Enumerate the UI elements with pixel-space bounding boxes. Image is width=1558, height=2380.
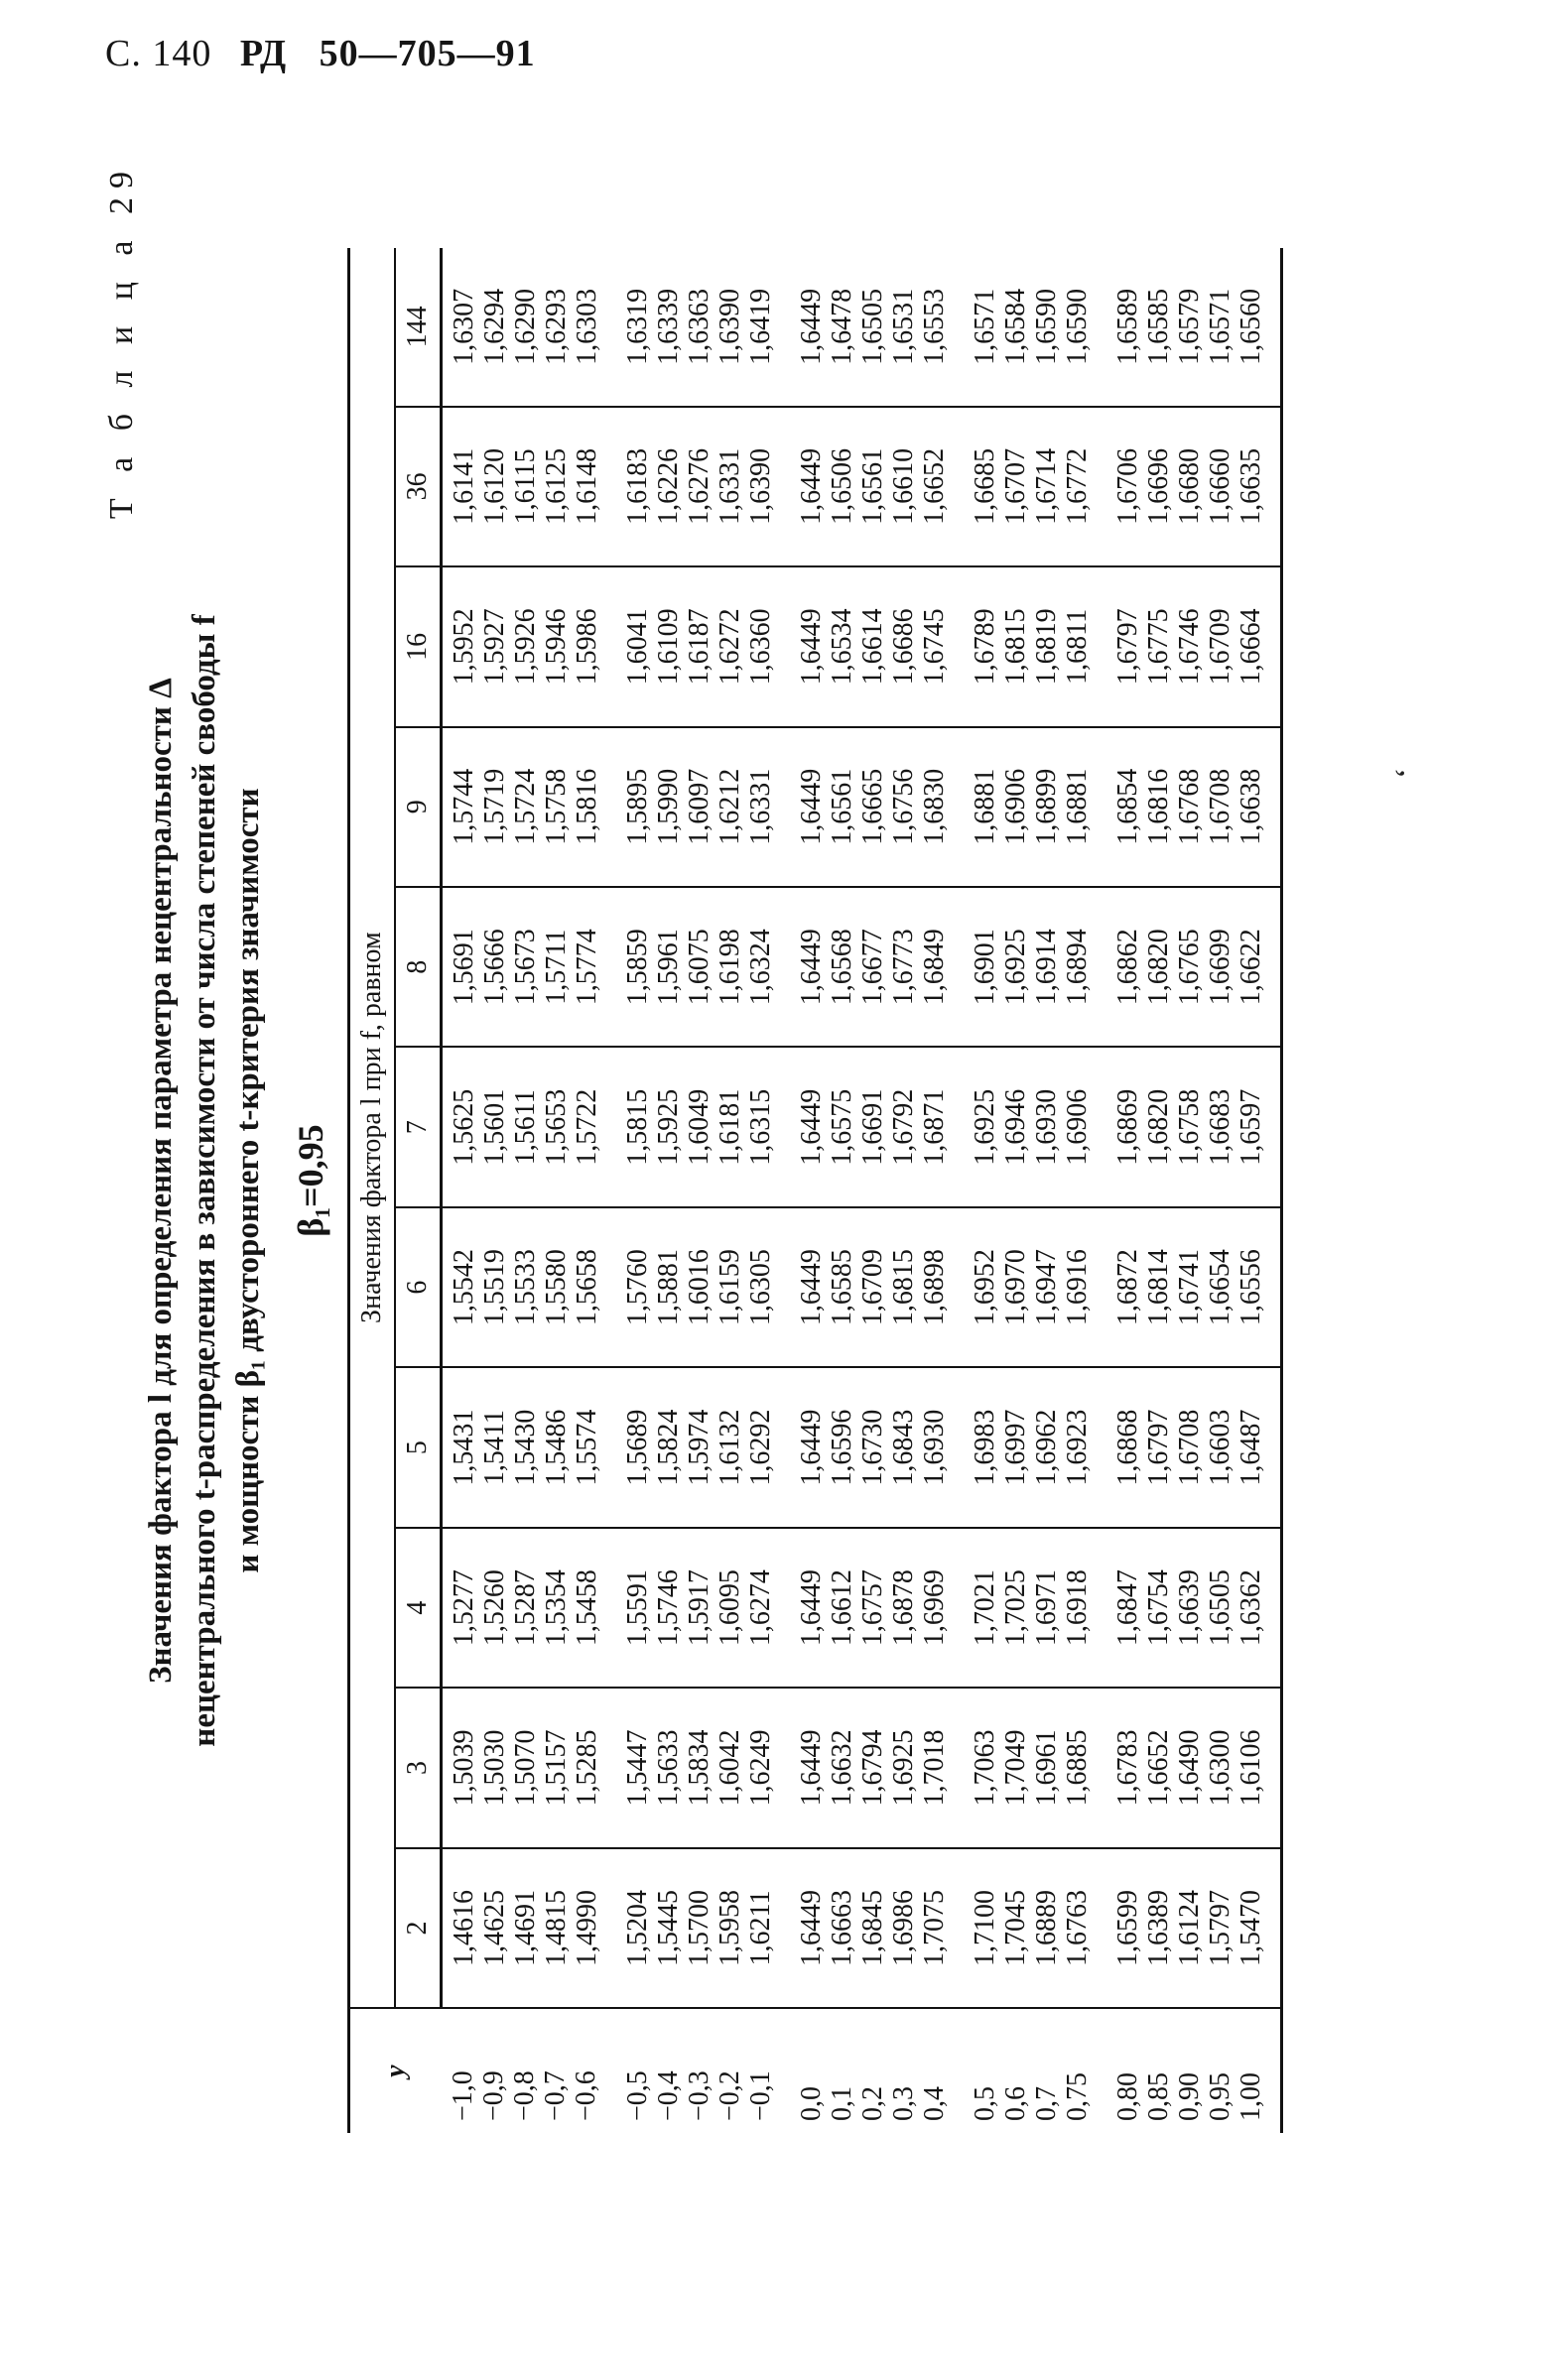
- l-values-cell: 1,6589 1,6585 1,6579 1,6571 1,6560: [1106, 248, 1282, 407]
- beta-label: β₁=0,95: [291, 1124, 330, 1237]
- l-values-cell: 1,5542 1,5519 1,5533 1,5580 1,5658: [442, 1207, 617, 1367]
- l-values-cell: 1,6449 1,6596 1,6730 1,6843 1,6930: [790, 1367, 964, 1527]
- l-values-cell: 1,6783 1,6652 1,6490 1,6300 1,6106: [1106, 1688, 1282, 1847]
- l-values-cell: 1,6449 1,6534 1,6614 1,6686 1,6745: [790, 566, 964, 726]
- l-values-cell: 1,5039 1,5030 1,5070 1,5157 1,5285: [442, 1688, 617, 1847]
- l-values-cell: 1,5815 1,5925 1,6049 1,6181 1,6315: [616, 1047, 790, 1206]
- f-header-2: 2: [395, 1848, 442, 2008]
- l-values-cell: 1,6881 1,6906 1,6899 1,6881: [964, 727, 1106, 887]
- l-values-cell: 1,6449 1,6575 1,6691 1,6792 1,6871: [790, 1047, 964, 1206]
- l-values-cell: 1,7063 1,7049 1,6961 1,6885: [964, 1688, 1106, 1847]
- l-values-cell: 1,5277 1,5260 1,5287 1,5354 1,5458: [442, 1528, 617, 1688]
- l-values-cell: 1,6449 1,6561 1,6665 1,6756 1,6830: [790, 727, 964, 887]
- l-values-cell: 1,6449 1,6478 1,6505 1,6531 1,6553: [790, 248, 964, 407]
- l-values-cell: 1,5952 1,5927 1,5926 1,5946 1,5986: [442, 566, 617, 726]
- l-values-cell: 1,5431 1,5411 1,5430 1,5486 1,5574: [442, 1367, 617, 1527]
- y-values-cell: 0,5 0,6 0,7 0,75: [970, 2072, 1093, 2121]
- y-values-cell: −1,0 −0,9 −0,8 −0,7 −0,6: [447, 2070, 601, 2121]
- l-values-cell: 1,5591 1,5746 1,5917 1,6095 1,6274: [616, 1528, 790, 1688]
- f-header-7: 7: [395, 1047, 442, 1206]
- title-line-3: и мощности β₁ двустороннего t-критерия значимости: [230, 788, 266, 1573]
- y-values-cell: 0,0 0,1 0,2 0,3 0,4: [796, 2086, 950, 2121]
- l-values-cell: 1,5895 1,5990 1,6097 1,6212 1,6331: [616, 727, 790, 887]
- l-values-cell: 1,6449 1,6506 1,6561 1,6610 1,6652: [790, 407, 964, 566]
- title-line-2: нецентрального t-распределения в зависимости от числа степеней свободы f: [187, 614, 222, 1747]
- l-values-cell: 1,6797 1,6775 1,6746 1,6709 1,6664: [1106, 566, 1282, 726]
- l-values-cell: 1,6307 1,6294 1,6290 1,6293 1,6303: [442, 248, 617, 407]
- stray-mark: ʻ: [1389, 767, 1426, 779]
- l-values-cell: 1,5625 1,5601 1,5611 1,5653 1,5722: [442, 1047, 617, 1206]
- title-line-1: Значения фактора l для определения параметра нецентральности Δ: [143, 678, 179, 1684]
- l-values-cell: 1,6449 1,6612 1,6757 1,6878 1,6969: [790, 1528, 964, 1688]
- l-values-cell: 1,6847 1,6754 1,6639 1,6505 1,6362: [1106, 1528, 1282, 1688]
- l-values-cell: 1,5204 1,5445 1,5700 1,5958 1,6211: [616, 1848, 790, 2008]
- l-values-cell: 1,6571 1,6584 1,6590 1,6590: [964, 248, 1106, 407]
- f-header-16: 16: [395, 566, 442, 726]
- l-values-cell: 1,6706 1,6696 1,6680 1,6660 1,6635: [1106, 407, 1282, 566]
- l-values-cell: 1,5689 1,5824 1,5974 1,6132 1,6292: [616, 1367, 790, 1527]
- l-values-cell: 1,6789 1,6815 1,6819 1,6811: [964, 566, 1106, 726]
- group-header: Значения фактора l при f, равном: [349, 248, 396, 2008]
- l-values-cell: 1,6854 1,6816 1,6768 1,6708 1,6638: [1106, 727, 1282, 887]
- l-values-cell: 1,6141 1,6120 1,6115 1,6125 1,6148: [442, 407, 617, 566]
- table-row-group: [964, 248, 1106, 2133]
- l-values-cell: 1,6685 1,6707 1,6714 1,6772: [964, 407, 1106, 566]
- l-values-cell: 1,7100 1,7045 1,6889 1,6763: [964, 1848, 1106, 2008]
- page-header: [105, 32, 536, 75]
- f-header-3: 3: [395, 1688, 442, 1847]
- y-header: y: [379, 2065, 411, 2077]
- table-row-group: [442, 248, 617, 2133]
- f-header-144: 144: [395, 248, 442, 407]
- l-values-cell: 1,7021 1,7025 1,6971 1,6918: [964, 1528, 1106, 1688]
- l-values-cell: 1,6449 1,6632 1,6794 1,6925 1,7018: [790, 1688, 964, 1847]
- l-values-cell: 1,6868 1,6797 1,6708 1,6603 1,6487: [1106, 1367, 1282, 1527]
- l-values-cell: 1,5691 1,5666 1,5673 1,5711 1,5774: [442, 887, 617, 1047]
- y-values-cell: −0,5 −0,4 −0,3 −0,2 −0,1: [622, 2070, 776, 2121]
- l-values-cell: 1,6952 1,6970 1,6947 1,6916: [964, 1207, 1106, 1367]
- l-values-cell: 1,5859 1,5961 1,6075 1,6198 1,6324: [616, 887, 790, 1047]
- data-table: [347, 248, 1283, 2133]
- l-values-cell: 1,6449 1,6663 1,6845 1,6986 1,7075: [790, 1848, 964, 2008]
- header-doc-number: 50—705—91: [319, 33, 536, 74]
- l-values-cell: 1,6869 1,6820 1,6758 1,6683 1,6597: [1106, 1047, 1282, 1206]
- f-header-9: 9: [395, 727, 442, 887]
- l-values-cell: 1,6599 1,6389 1,6124 1,5797 1,5470: [1106, 1848, 1282, 2008]
- l-values-cell: 1,6449 1,6585 1,6709 1,6815 1,6898: [790, 1207, 964, 1367]
- table-label: Т а б л и ц а 29: [103, 163, 140, 520]
- l-values-cell: 1,6183 1,6226 1,6276 1,6331 1,6390: [616, 407, 790, 566]
- table-row-group: [616, 248, 790, 2133]
- table-row-group: [1106, 248, 1282, 2133]
- l-values-cell: 1,5760 1,5881 1,6016 1,6159 1,6305: [616, 1207, 790, 1367]
- l-values-cell: 1,5744 1,5719 1,5724 1,5758 1,5816: [442, 727, 617, 887]
- l-values-cell: 1,6925 1,6946 1,6930 1,6906: [964, 1047, 1106, 1206]
- y-values-cell: 0,80 0,85 0,90 0,95 1,00: [1112, 2072, 1266, 2121]
- f-header-36: 36: [395, 407, 442, 566]
- l-values-cell: 1,6449 1,6568 1,6677 1,6773 1,6849: [790, 887, 964, 1047]
- l-values-cell: 1,6041 1,6109 1,6187 1,6272 1,6360: [616, 566, 790, 726]
- l-values-cell: 1,6872 1,6814 1,6741 1,6654 1,6556: [1106, 1207, 1282, 1367]
- l-values-cell: 1,6983 1,6997 1,6962 1,6923: [964, 1367, 1106, 1527]
- l-values-cell: 1,6901 1,6925 1,6914 1,6894: [964, 887, 1106, 1047]
- rotated-table-page: [89, 139, 1558, 2222]
- header-doc-type: РД: [239, 33, 288, 74]
- f-header-5: 5: [395, 1367, 442, 1527]
- header-page-number: С. 140: [105, 33, 212, 74]
- l-values-cell: 1,5447 1,5633 1,5834 1,6042 1,6249: [616, 1688, 790, 1847]
- l-values-cell: 1,6862 1,6820 1,6765 1,6699 1,6622: [1106, 887, 1282, 1047]
- f-header-8: 8: [395, 887, 442, 1047]
- l-values-cell: 1,6319 1,6339 1,6363 1,6390 1,6419: [616, 248, 790, 407]
- l-values-cell: 1,4616 1,4625 1,4691 1,4815 1,4990: [442, 1848, 617, 2008]
- table-row-group: [790, 248, 964, 2133]
- table-title: [139, 139, 270, 2222]
- f-header-4: 4: [395, 1528, 442, 1688]
- f-header-6: 6: [395, 1207, 442, 1367]
